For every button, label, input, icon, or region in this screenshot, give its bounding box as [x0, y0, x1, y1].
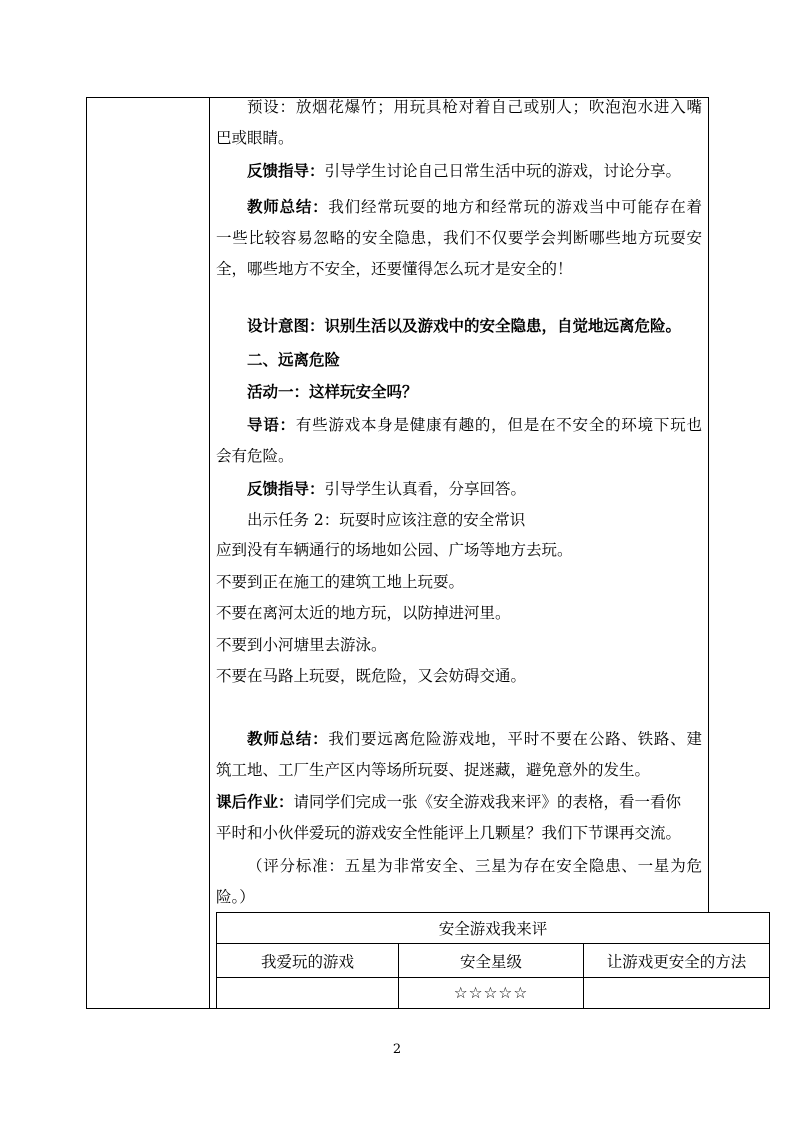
bold-label: 教师总结： [247, 197, 329, 216]
bold-label: 课后作业： [216, 792, 294, 811]
bold-label: 反馈指导： [247, 161, 325, 180]
line-text: 识别生活以及游戏中的安全隐患，自觉地远离危险。 [324, 316, 682, 335]
line-text: 引导学生讨论自己日常生活中玩的游戏，讨论分享。 [324, 162, 682, 180]
header-safety-method: 让游戏更安全的方法 [584, 944, 770, 978]
line-text: 不要在马路上玩耍，既危险，又会妨碍交通。 [216, 667, 527, 685]
cell-method[interactable] [584, 978, 770, 1009]
teacher-summary-line-cont [216, 258, 573, 280]
safe-game-rating-table [216, 912, 770, 1009]
cell-star-rating[interactable]: ☆☆☆☆☆ [399, 978, 584, 1009]
page-number: 2 [392, 1042, 402, 1057]
line-text: 筑工地、工厂生产区内等场所玩耍、捉迷藏，避免意外的发生。 [216, 761, 651, 779]
line-text: 引导学生认真看，分享回答。 [324, 480, 527, 498]
line-text: 会有危险。 [216, 447, 294, 465]
safety-tip [216, 539, 573, 561]
safety-tip [216, 665, 526, 687]
homework-line [216, 791, 681, 813]
line-text: 预设：放烟花爆竹；用玩具枪对着自己或别人；吹泡泡水进入嘴 [247, 98, 702, 116]
activity-heading [247, 381, 418, 403]
feedback-guide-line [247, 478, 526, 500]
line-text: 平时和小伙伴爱玩的游戏安全性能评上几颗星？我们下节课再交流。 [216, 824, 682, 842]
line-text: 请同学们完成一张《安全游戏我来评》的表格，看一看你 [293, 793, 682, 811]
line-text: 我们经常玩耍的地方和经常玩的游戏当中可能存在着 [328, 198, 702, 216]
line-text: 巴或眼睛。 [216, 129, 294, 147]
scoring-criteria-line [247, 855, 702, 877]
preset-line [247, 96, 702, 118]
line-text: 活动一：这样玩安全吗？ [247, 382, 418, 401]
homework-line-cont [216, 822, 681, 844]
safety-tip [216, 571, 464, 593]
table-header-row [217, 944, 770, 978]
bold-label: 导语： [247, 415, 296, 434]
line-text: 不要到小河塘里去游泳。 [216, 636, 387, 654]
scoring-criteria-line-cont [216, 886, 255, 908]
line-text: 应到没有车辆通行的场地如公园、广场等地方去玩。 [216, 541, 573, 559]
outer-table-left-border [86, 97, 87, 1009]
teacher-summary-line [247, 196, 702, 218]
preset-line-cont [216, 127, 294, 149]
line-text: 出示任务 2：玩耍时应该注意的安全常识 [247, 511, 526, 529]
bold-label: 教师总结： [247, 729, 329, 748]
line-text: 全，哪些地方不安全，还要懂得怎么玩才是安全的！ [216, 260, 573, 278]
line-text: 一些比较容易忽略的安全隐患，我们不仅要学会判断哪些地方玩耍安 [216, 229, 702, 247]
line-text: 二、远离危险 [247, 350, 341, 369]
intro-line-cont [216, 445, 294, 467]
feedback-guide-line [247, 160, 681, 182]
design-intent-line [247, 315, 681, 337]
line-text: 不要在离河太近的地方玩，以防掉进河里。 [216, 604, 511, 622]
header-safety-rating: 安全星级 [399, 944, 584, 978]
section-heading [247, 349, 340, 371]
outer-table-column-divider [209, 97, 210, 1009]
safety-tip [216, 602, 511, 624]
line-text: 险。） [216, 888, 255, 906]
table-row [217, 978, 770, 1009]
table-title: 安全游戏我来评 [217, 913, 770, 944]
line-text: 有些游戏本身是健康有趣的，但是在不安全的环境下玩也 [295, 416, 702, 434]
bold-label: 设计意图： [247, 316, 325, 335]
cell-game[interactable] [217, 978, 399, 1009]
line-text: 我们要远离危险游戏地，平时不要在公路、铁路、建 [328, 730, 702, 748]
task-line [247, 509, 525, 531]
outer-table-right-border [708, 97, 709, 913]
line-text: （评分标准：五星为非常安全、三星为存在安全隐患、一星为危 [247, 857, 702, 875]
teacher-summary-line [247, 728, 702, 750]
outer-table-bottom-border [86, 1008, 217, 1009]
bold-label: 反馈指导： [247, 479, 325, 498]
header-favorite-game: 我爱玩的游戏 [217, 944, 399, 978]
line-text: 不要到正在施工的建筑工地上玩耍。 [216, 573, 465, 591]
safety-tip [216, 634, 387, 656]
teacher-summary-line-cont [216, 759, 650, 781]
table-title-row [217, 913, 770, 944]
intro-line [247, 414, 702, 436]
teacher-summary-line-cont [216, 227, 702, 249]
